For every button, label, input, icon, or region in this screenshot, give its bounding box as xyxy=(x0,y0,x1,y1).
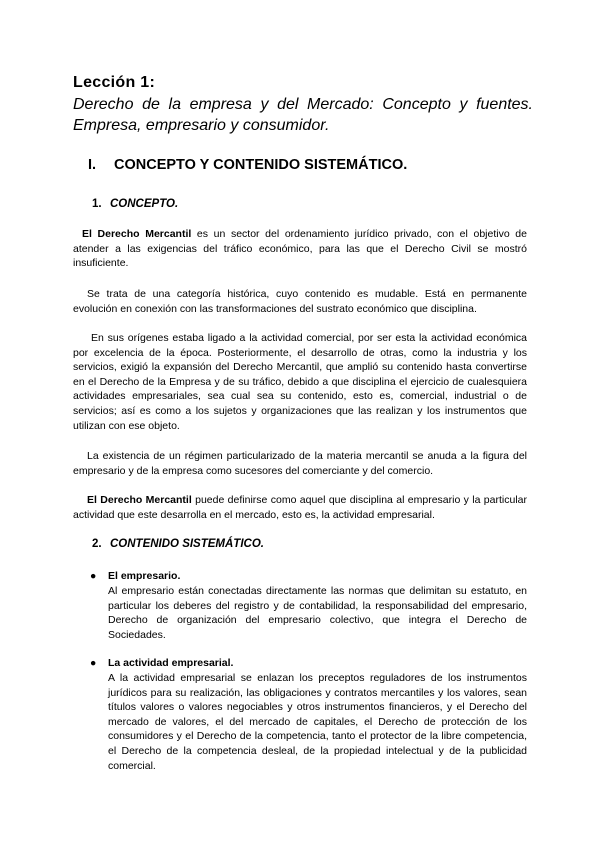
bullet-icon: ● xyxy=(90,570,97,582)
subheading-number: 1. xyxy=(92,198,102,210)
section-title: CONCEPTO Y CONTENIDO SISTEMÁTICO. xyxy=(114,157,408,173)
paragraph-definition xyxy=(73,227,527,271)
paragraph-text: puede definirse como aquel que disciplina al empresario y la particular actividad que este desarrolla en el mercado, esto es, la actividad empresarial. xyxy=(73,494,527,521)
paragraph-regime: La existencia de un régimen particularizado de la materia mercantil se anuda a la figura del empresario y de la empresa como sucesores del comerciante y del comercio. xyxy=(73,450,527,477)
bold-term: El Derecho Mercantil xyxy=(87,494,192,506)
section-number: I. xyxy=(88,157,97,173)
paragraph-historical: Se trata de una categoría histórica, cuyo contenido es mudable. Está en permanente evolución en conexión con las transformaciones del sustrato económico que disciplina. xyxy=(73,288,527,315)
paragraph-origins: En sus orígenes estaba ligado a la actividad comercial, por ser esta la actividad económica por excelencia de la época. Posteriormente, el desarrollo de otras, como la industria y los servicios, exigió la expansión del Derecho Mercantil, que amplió su contenido hasta convertirse en el Derecho de la Empresa y de su tráfico, debido a que disciplina el ejercicio de cualesquiera actividades empresariales, sea cual sea su contenido, esto es, comercial, industrial o de servicios; así es como a los sujetos y organizaciones que las realizan y los instrumentos que utilizan con ese objeto. xyxy=(73,332,527,432)
subheading-contenido xyxy=(92,537,264,551)
section-heading xyxy=(88,156,407,174)
list-item-title: La actividad empresarial. xyxy=(108,657,234,669)
subheading-title: CONTENIDO SISTEMÁTICO. xyxy=(110,538,264,550)
paragraph-definition-2 xyxy=(73,493,527,522)
subheading-number: 2. xyxy=(92,538,102,550)
bold-term: El Derecho Mercantil xyxy=(82,228,192,240)
paragraph-text: es un sector del ordenamiento jurídico privado, con el objetivo de atender a las exigencias del tráfico económico, para las que el Derecho Civil se mostró insuficiente. xyxy=(73,228,527,270)
subheading-concepto xyxy=(92,197,178,211)
subheading-title: CONCEPTO. xyxy=(110,198,179,210)
lesson-label: Lección 1: xyxy=(73,74,156,91)
list-item-title: El empresario. xyxy=(108,570,181,582)
bullet-icon: ● xyxy=(90,657,97,669)
list-item-body: Al empresario están conectadas directamente las normas que delimitan su estatuto, en particular los deberes del registro y de contabilidad, la responsabilidad del empresario, Derecho de organización del empresario colectivo, que integra el Derecho de Sociedades. xyxy=(108,585,527,641)
list-item-body: A la actividad empresarial se enlazan los preceptos reguladores de los instrumentos jurídicos para su realización, las obligaciones y contratos mercantiles y los valores, sean títulos valores o valores negociables y otros instrumentos financieros, y el Derecho del mercado de valores, el del mercado de capitales, el Derecho de protección de los consumidores y el Derecho de la competencia, tanto el protector de la libre competencia, el Derecho de la competencia desleal, de la propiedad intelectual y de la publicidad comercial. xyxy=(108,672,527,772)
lesson-subtitle: Derecho de la empresa y del Mercado: Concepto y fuentes. Empresa, empresario y consumidor. xyxy=(73,96,533,134)
